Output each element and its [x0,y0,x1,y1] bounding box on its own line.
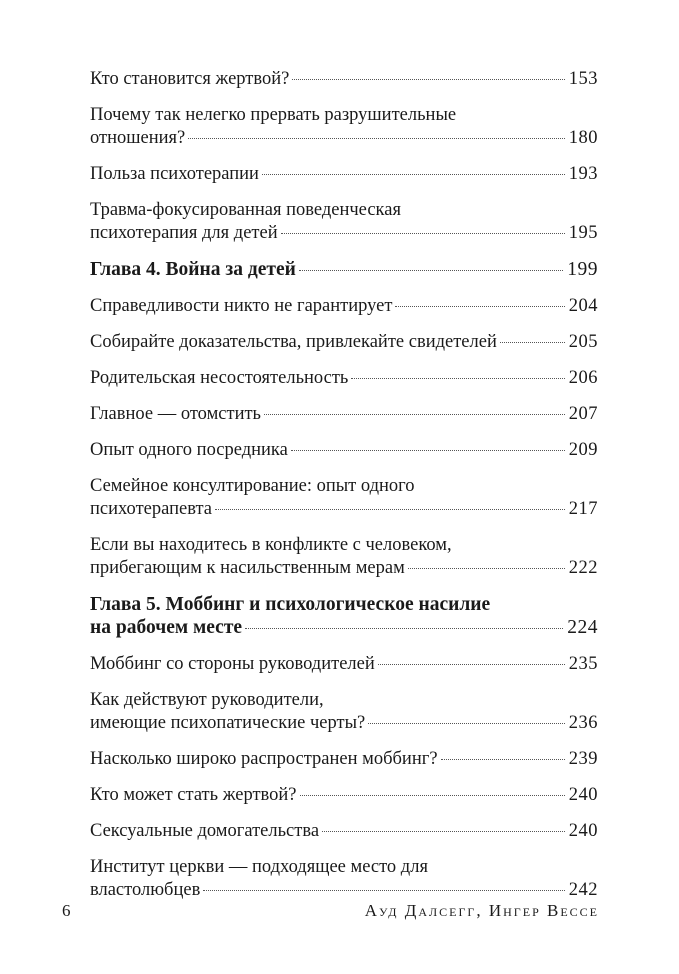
toc-page-number: 236 [568,713,598,733]
toc-entry-title: Если вы находитесь в конфликте с человеком, [90,535,452,555]
toc-entry [90,856,598,902]
toc-entry [90,68,598,91]
toc-page-number: 242 [568,880,598,900]
toc-entry [90,689,598,735]
toc-entry [90,163,598,186]
toc-entry-title: на рабочем месте [90,617,243,638]
dot-leader [262,174,565,175]
toc-entry-line [90,331,598,354]
toc-entry-title: Опыт одного посредника [90,440,288,460]
toc-page-number: 235 [568,654,598,674]
dot-leader [281,233,565,234]
dot-leader [441,759,565,760]
toc-entry-title: Собирайте доказательства, привлекайте свидетелей [90,332,497,352]
page-footer [62,901,599,921]
toc-page-number: 240 [568,785,598,805]
toc-entry-line [90,616,598,639]
toc-entry [90,403,598,426]
toc-page-number: 239 [568,749,598,769]
dot-leader [395,306,564,307]
toc-entry-title: Главное — отомстить [90,404,261,424]
toc-page-number: 222 [568,558,598,578]
toc-entry [90,439,598,462]
toc-entry-line [90,295,598,318]
toc-entry-line [90,879,598,902]
toc-entry-title: Справедливости никто не гарантирует [90,296,393,316]
dot-leader [368,723,565,724]
toc-page-number: 193 [568,164,598,184]
toc-entry-title: Глава 5. Моббинг и психологическое насилие [90,594,491,615]
toc-page-number: 153 [568,69,598,89]
toc-page-number: 209 [568,440,598,460]
toc-page-number: 199 [567,259,598,280]
toc-entry-line [90,68,598,91]
dot-leader [408,568,565,569]
toc-page-number: 207 [568,404,598,424]
toc-entry-title: Семейное консултирование: опыт одного [90,476,415,496]
dot-leader [264,414,565,415]
toc-page-number: 195 [568,223,598,243]
toc-entry-title: властолюбцев [90,880,201,900]
dot-leader [322,831,565,832]
toc-entry-line [90,534,598,557]
dot-leader [188,138,565,139]
toc-entry-title: прибегающим к насильственным мерам [90,558,405,578]
toc-entry-line [90,104,598,127]
toc-page-number: 240 [568,821,598,841]
toc-entry [90,295,598,318]
running-header-authors: Ауд Далсегг, Ингер Вессе [364,901,599,920]
toc-entry-title: Моббинг со стороны руководителей [90,654,375,674]
toc-entry-title: Как действуют руководители, [90,690,324,710]
dot-leader [203,890,564,891]
dot-leader [292,79,564,80]
toc-entry [90,475,598,521]
toc-entry [90,331,598,354]
toc-entry-line [90,820,598,843]
toc-entry-title: психотерапия для детей [90,223,278,243]
toc-entry-line [90,856,598,879]
toc-entry-title: Травма-фокусированная поведенческая [90,200,401,220]
dot-leader [245,628,563,629]
toc-entry-line [90,653,598,676]
toc-entry-line [90,367,598,390]
dot-leader [378,664,565,665]
toc-entry-title: Родительская несостоятельность [90,368,349,388]
toc-entry [90,820,598,843]
page-number: 6 [62,901,71,920]
toc-entry-line [90,748,598,771]
toc-entry-title: психотерапевта [90,499,212,519]
toc-entry-line [90,163,598,186]
toc-entry-line [90,593,598,616]
toc-page-number: 204 [568,296,598,316]
dot-leader [300,795,565,796]
toc-entry-line [90,557,598,580]
toc-entry-line [90,403,598,426]
toc-chapter-entry [90,258,598,281]
toc-entry [90,534,598,580]
toc-page-number: 180 [568,128,598,148]
toc-entry [90,367,598,390]
toc-entry-line [90,258,598,281]
toc-entry [90,199,598,245]
dot-leader [500,342,565,343]
toc-entry-line [90,689,598,712]
dot-leader [351,378,564,379]
toc-entry-title: Кто становится жертвой? [90,69,290,89]
toc-entry-line [90,127,598,150]
toc-entry-title: Польза психотерапии [90,164,259,184]
toc-entry-line [90,475,598,498]
toc-entry [90,653,598,676]
toc-entry-line [90,784,598,807]
toc-entry-line [90,222,598,245]
toc-entry-title: Институт церкви — подходящее место для [90,857,428,877]
toc-entry-title: Кто может стать жертвой? [90,785,297,805]
table-of-contents [90,68,598,915]
toc-entry [90,748,598,771]
dot-leader [291,450,565,451]
toc-page-number: 206 [568,368,598,388]
toc-entry [90,784,598,807]
toc-entry-line [90,199,598,222]
toc-page-number: 205 [568,332,598,352]
toc-entry-title: Глава 4. Война за детей [90,259,296,280]
toc-entry [90,104,598,150]
toc-page-number: 224 [567,617,598,638]
toc-entry-title: Сексуальные домогательства [90,821,320,841]
dot-leader [299,270,563,271]
toc-entry-title: Насколько широко распространен моббинг? [90,749,438,769]
toc-entry-line [90,712,598,735]
toc-page-number: 217 [568,499,598,519]
toc-entry-title: имеющие психопатические черты? [90,713,366,733]
toc-chapter-entry [90,593,598,639]
toc-entry-line [90,439,598,462]
dot-leader [215,509,565,510]
toc-entry-line [90,498,598,521]
toc-entry-title: Почему так нелегко прервать разрушительные [90,105,457,125]
toc-entry-title: отношения? [90,128,186,148]
